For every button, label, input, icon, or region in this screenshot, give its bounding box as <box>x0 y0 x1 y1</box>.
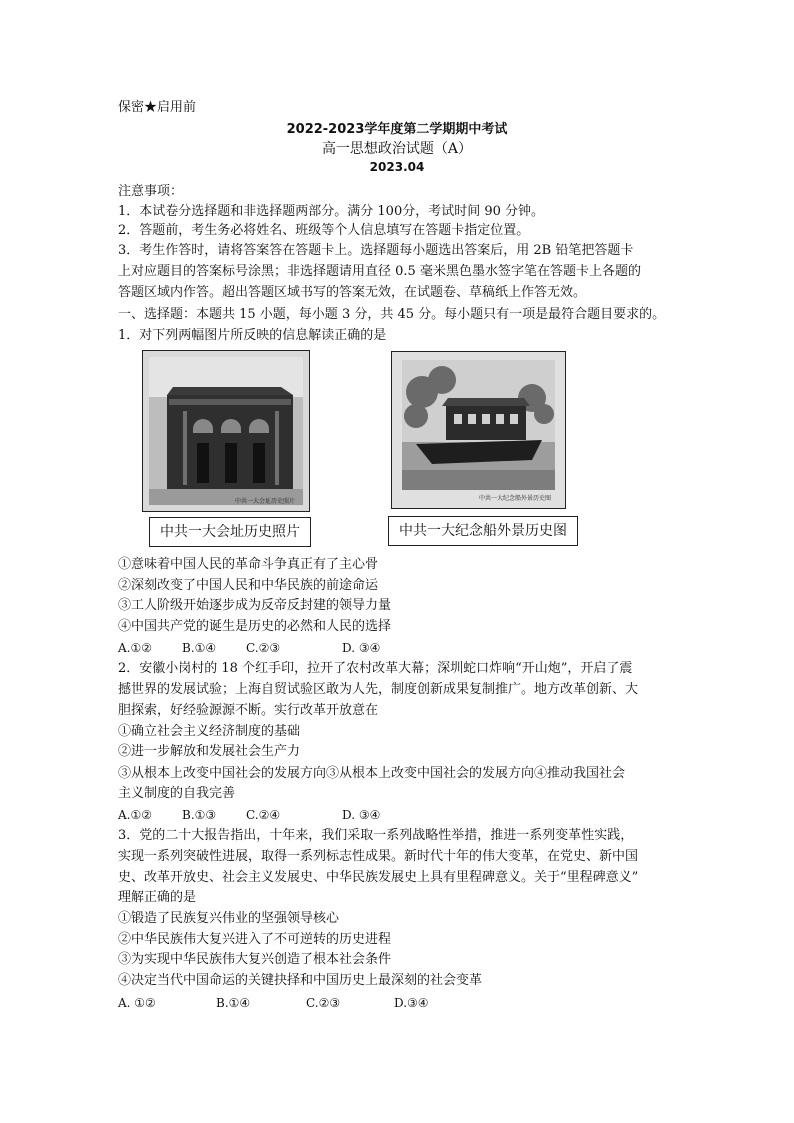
q3-item: ④决定当代中国命运的关键抉择和中国历史上最深刻的社会变革 <box>118 973 483 988</box>
caption-meeting-site: 中共一大会址历史照片 <box>149 517 311 547</box>
photo1-inner-caption: 中共一大会址历史照片 <box>234 498 295 505</box>
q3-item: ①锻造了民族复兴伟业的坚强领导核心 <box>118 911 340 926</box>
q3-stem-line: 理解正确的是 <box>118 890 197 905</box>
q1-stem: 1．对下列两幅图片所反映的信息解读正确的是 <box>118 328 387 343</box>
photo-meeting-site <box>142 350 310 512</box>
note-item: 答题区域内作答。超出答题区域书写的答案无效，在试题卷、草稿纸上作答无效。 <box>118 285 587 300</box>
q2-item: ②进一步解放和发展社会生产力 <box>118 744 301 759</box>
option-c: C.②③ <box>306 996 341 1010</box>
q3-stem-line: 实现一系列突破性进展，取得一系列标志性成果。新时代十年的伟大变革，在党史、新中国 <box>118 849 639 864</box>
photo-memorial-boat <box>391 351 566 509</box>
q2-options <box>118 805 380 825</box>
confidential-mark: 保密★启用前 <box>118 100 197 115</box>
q1-item: ①意味着中国人民的革命斗争真正有了主心骨 <box>118 557 379 572</box>
option-c: C.②④ <box>246 808 281 822</box>
option-a: A. ①② <box>118 996 156 1010</box>
option-d: D. ③④ <box>342 641 381 655</box>
q1-options <box>118 638 380 658</box>
q2-stem-line: 2．安徽小岗村的 18 个红手印，拉开了农村改革大幕；深圳蛇口炸响“开山炮”，开启了震 <box>118 661 633 676</box>
photo2-inner-caption: 中共一大纪念船外景历史图 <box>478 495 551 502</box>
q3-stem-line: 3．党的二十大报告指出，十年来，我们采取一系列战略性举措，推进一系列变革性实践， <box>118 828 634 843</box>
q1-item: ③工人阶级开始逐步成为反帝反封建的领导力量 <box>118 598 392 613</box>
note-item: 1．本试卷分选择题和非选择题两部分。满分 100分，考试时间 90 分钟。 <box>118 204 545 219</box>
section-heading: 一、选择题：本题共 15 小题，每小题 3 分，共 45 分。每小题只有一项是最符合题目要求的。 <box>118 307 666 322</box>
q2-stem-line: 胆探索，好经验源源不断。实行改革开放意在 <box>118 703 379 718</box>
q2-item: ①确立社会主义经济制度的基础 <box>118 724 301 739</box>
option-a: A.①② <box>118 641 152 655</box>
q3-item: ②中华民族伟大复兴进入了不可逆转的历史进程 <box>118 932 392 947</box>
memorial-boat-illustration <box>392 352 565 508</box>
note-item: 3．考生作答时，请将答案答在答题卡上。选择题每小题选出答案后，用 2B 铅笔把答题卡 <box>118 243 634 258</box>
option-b: B.①④ <box>216 996 251 1010</box>
q1-item: ④中国共产党的诞生是历史的必然和人民的选择 <box>118 619 392 634</box>
q2-item: ③从根本上改变中国社会的发展方向③从根本上改变中国社会的发展方向④推动我国社会 <box>118 766 626 781</box>
q2-item: 主义制度的自我完善 <box>118 786 236 801</box>
exam-date: 2023.04 <box>369 160 425 174</box>
q2-stem-line: 撼世界的发展试验；上海自贸试验区敢为人先，制度创新成果复制推广。地方改革创新、大 <box>118 682 639 697</box>
q3-stem-line: 史、改革开放史、社会主义发展史、中华民族发展史上具有里程碑意义。关于“里程碑意义” <box>118 870 639 885</box>
option-d: D. ③④ <box>342 808 381 822</box>
q1-item: ②深刻改变了中国人民和中华民族的前途命运 <box>118 578 379 593</box>
q3-options <box>118 993 429 1013</box>
notes-heading: 注意事项： <box>118 184 184 199</box>
option-d: D.③④ <box>394 996 429 1010</box>
q3-item: ③为实现中华民族伟大复兴创造了根本社会条件 <box>118 952 392 967</box>
option-a: A.①② <box>118 808 152 822</box>
option-b: B.①④ <box>182 641 217 655</box>
option-b: B.①③ <box>182 808 217 822</box>
exam-subtitle: 高一思想政治试题（A） <box>321 141 473 157</box>
exam-title: 2022-2023学年度第二学期期中考试 <box>286 122 508 137</box>
note-item: 2．答题前，考生务必将姓名、班级等个人信息填写在答题卡指定位置。 <box>118 223 530 238</box>
caption-memorial-boat: 中共一大纪念船外景历史图 <box>388 516 578 546</box>
note-item: 上对应题目的答案标号涂黑；非选择题请用直径 0.5 毫米黑色墨水签字笔在答题卡上各题的 <box>118 264 641 279</box>
meeting-site-illustration <box>143 351 309 511</box>
option-c: C.②③ <box>246 641 281 655</box>
